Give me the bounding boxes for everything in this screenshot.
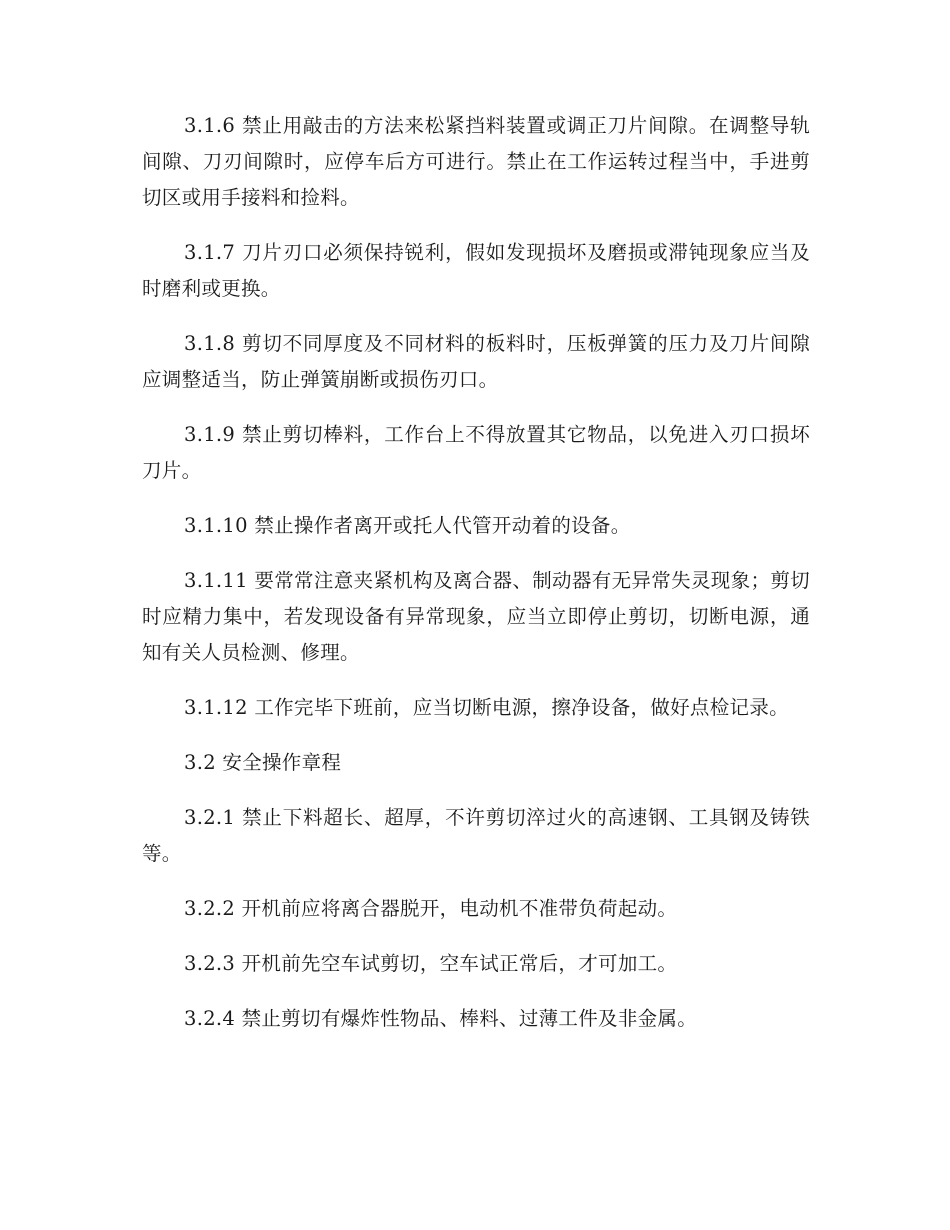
paragraph-3-1-7: 3.1.7 刀片刃口必须保持锐利，假如发现损坏及磨损或滞钝现象应当及时磨利或更换。 — [142, 241, 810, 300]
paragraph-3-1-11: 3.1.11 要常常注意夹紧机构及离合器、制动器有无异常失灵现象；剪切时应精力集中，若发现设备有异常现象，应当立即停止剪切，切断电源，通知有关人员检测、修理。 — [142, 569, 810, 664]
document-page — [142, 108, 810, 1056]
section-heading-3-2: 3.2 安全操作章程 — [184, 751, 342, 774]
paragraph-3-2-1: 3.2.1 禁止下料超长、超厚，不许剪切淬过火的高速钢、工具钢及铸铁等。 — [142, 806, 810, 865]
paragraph-3-2-4: 3.2.4 禁止剪切有爆炸性物品、棒料、过薄工件及非金属。 — [184, 1007, 698, 1030]
paragraph-3-1-6: 3.1.6 禁止用敲击的方法来松紧挡料装置或调正刀片间隙。在调整导轨间隙、刀刃间隙时，应停车后方可进行。禁止在工作运转过程当中，手进剪切区或用手接料和捡料。 — [142, 114, 810, 209]
paragraph-3-1-9: 3.1.9 禁止剪切棒料，工作台上不得放置其它物品，以免进入刃口损坏刀片。 — [142, 423, 810, 482]
paragraph-3-2-2: 3.2.2 开机前应将离合器脱开，电动机不准带负荷起动。 — [184, 897, 678, 920]
paragraph-3-1-12: 3.1.12 工作完毕下班前，应当切断电源，擦净设备，做好点检记录。 — [184, 696, 789, 719]
paragraph-3-1-10: 3.1.10 禁止操作者离开或托人代管开动着的设备。 — [184, 514, 631, 537]
paragraph-3-2-3: 3.2.3 开机前先空车试剪切，空车试正常后，才可加工。 — [184, 952, 678, 975]
paragraph-3-1-8: 3.1.8 剪切不同厚度及不同材料的板料时，压板弹簧的压力及刀片间隙应调整适当，防止弹簧崩断或损伤刃口。 — [142, 332, 810, 391]
